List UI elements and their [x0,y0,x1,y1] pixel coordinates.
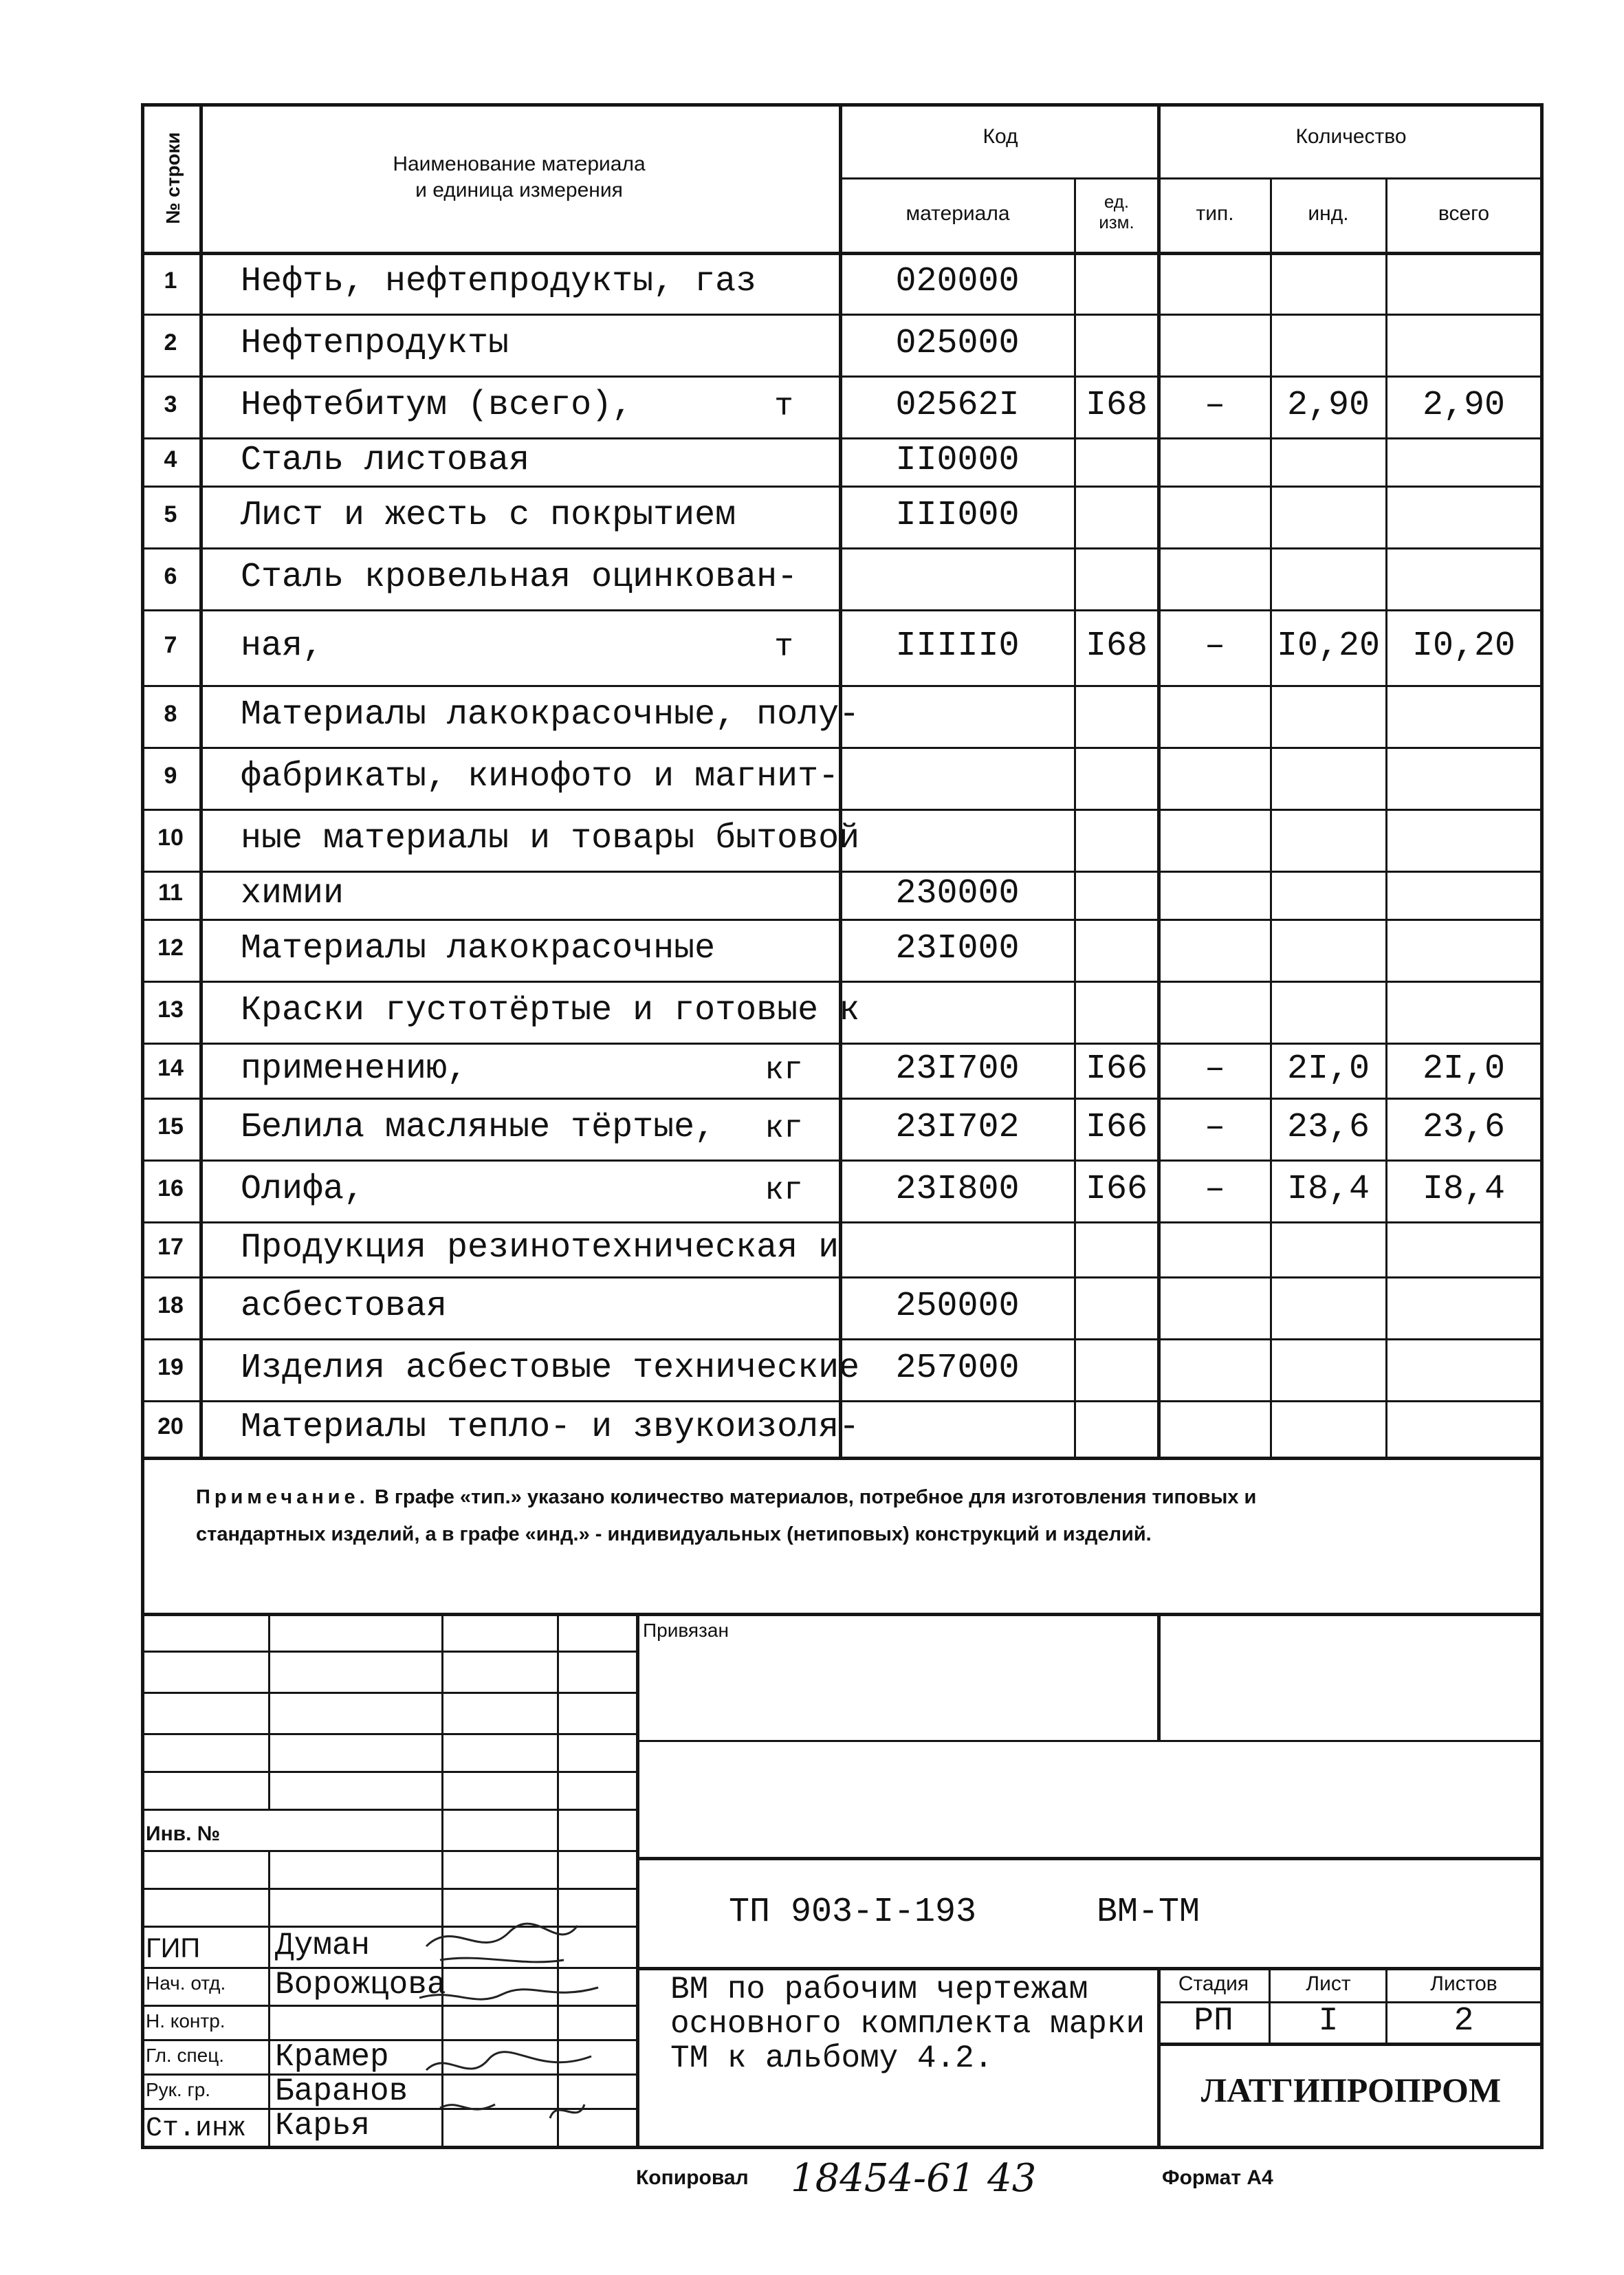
copied-number: 18454-61 43 [791,2156,1037,2201]
row-qty-ind: 23,6 [1286,1108,1370,1147]
row-number: 11 [158,880,183,906]
row-separator [141,547,1544,549]
row-separator [141,919,1544,921]
row-number: 10 [157,825,184,851]
tb-top-border [141,1613,1544,1616]
staff-role: ГИП [146,1933,201,1963]
staff-name: Ворожцова [275,1967,446,2003]
sheet-label: Лист [1306,1972,1351,1995]
tb-v1b [268,1850,270,2146]
row-name: Сталь листовая [241,441,530,480]
tb-v1 [268,1613,270,1809]
tb-h5 [141,1809,636,1811]
row-qty-typ: – [1204,386,1225,425]
inv-no-label: Инв. № [146,1822,221,1845]
tb-h3 [141,1733,636,1735]
row-name: Нефтебитум (всего), [241,386,633,425]
row-code-material: 257000 [895,1349,1020,1388]
row-code-material: 02562I [895,386,1020,425]
row-number: 9 [164,763,177,789]
header-bottom-border [141,252,1544,255]
row-separator [141,1338,1544,1340]
tb-h-right3 [636,1967,1544,1970]
row-separator [141,1221,1544,1223]
tb-h-right1 [636,1740,1544,1742]
row-separator [141,1276,1544,1278]
header-subdivider [839,177,1544,179]
col-sep-ind [1385,177,1387,1458]
col-sep-typ [1270,177,1272,1458]
row-name: Лист и жесть с покрытием [241,496,736,535]
header-code-unit: ед. изм. [1099,191,1134,232]
row-separator [141,1098,1544,1100]
tb-h4 [141,1771,636,1773]
tb-v5 [1157,1613,1161,1740]
row-name: ная, [241,627,324,666]
tb-stage-left [1157,1967,1161,2146]
tb-h6 [141,1850,636,1852]
row-name: химии [241,874,344,913]
staff-role: Ст.инж [146,2113,245,2144]
row-qty-total: 2I,0 [1422,1049,1506,1089]
row-name: Белила масляные тёртые, [241,1108,716,1147]
row-name: применению, [241,1049,468,1089]
row-number: 8 [164,701,177,727]
row-separator [141,809,1544,811]
row-number: 3 [164,391,177,417]
row-name: Нефтепродукты [241,324,509,363]
row-code-material: 23I702 [895,1108,1020,1147]
note-label: Примечание. [196,1486,369,1508]
row-code-material: 020000 [895,262,1020,301]
col-sep-unit [1157,103,1161,1458]
row-unit: кг [765,1052,803,1088]
header-code: Код [983,125,1018,148]
sheet-value: I [1318,2003,1339,2040]
row-name: Нефть, нефтепродукты, газ [241,262,757,301]
doc-code: ТП 903-I-193 [729,1893,977,1932]
row-separator [141,871,1544,873]
staff-role: Н. контр. [146,2010,226,2032]
row-code-material: III000 [895,496,1020,535]
table-top-border [141,103,1544,107]
row-number: 13 [157,997,184,1023]
row-separator [141,314,1544,316]
row-name: ные материалы и товары бытовой [241,819,860,858]
row-number: 2 [164,329,177,356]
row-separator [141,1160,1544,1162]
row-code-unit: I66 [1085,1049,1148,1089]
col-sep-name [839,103,842,1458]
row-qty-typ: – [1204,1049,1225,1089]
row-number: 1 [164,268,177,294]
header-name: Наименование материала и единица измерения [393,153,646,202]
tb-h2 [141,1692,636,1694]
stage-label: Стадия [1178,1972,1249,1995]
row-code-material: 23I700 [895,1049,1020,1089]
row-qty-ind: I0,20 [1276,627,1381,666]
row-number: 16 [157,1175,184,1201]
row-separator [141,685,1544,687]
row-code-material: IIIII0 [895,627,1020,666]
tb-h-right2 [636,1857,1544,1860]
row-number: 5 [164,501,177,527]
row-unit: кг [765,1111,803,1146]
row-number: 6 [164,563,177,589]
row-number: 7 [164,632,177,658]
staff-name: Крамер [275,2039,389,2075]
row-number: 14 [157,1055,184,1081]
staff-name: Думан [275,1928,371,1963]
row-qty-total: 23,6 [1422,1108,1506,1147]
tb-bottom-border [141,2146,1544,2149]
row-number: 20 [157,1413,184,1439]
row-number: 15 [157,1113,184,1140]
stage-value: РП [1194,2003,1233,2040]
row-code-material: 23I800 [895,1170,1020,1209]
sheets-value: 2 [1453,2003,1474,2040]
format-label: Формат А4 [1162,2166,1273,2189]
privyazan-label: Привязан [643,1620,729,1641]
row-code-unit: I66 [1085,1170,1148,1209]
row-code-unit: I68 [1085,386,1148,425]
tb-stage-h2 [1157,2043,1544,2046]
row-qty-typ: – [1204,627,1225,666]
row-name: Материалы лакокрасочные [241,929,716,968]
row-number: 19 [157,1354,184,1380]
row-separator [141,486,1544,488]
staff-name: Карья [275,2108,371,2144]
note-text: В графе «тип.» указано количество материалов, потребное для изготовления типовых и стандартных изделий, а в графе «инд.» - индивидуальных (нетиповых) конструкций и изделий. [196,1486,1257,1545]
header-row-no: № строки [162,132,184,224]
row-code-material: 250000 [895,1287,1020,1326]
row-code-material: 23I000 [895,929,1020,968]
row-number: 12 [157,935,184,961]
table-bottom-border [141,1457,1544,1460]
organization-name: ЛАТГИПРОПРОМ [1200,2071,1502,2109]
col-sep-rowno [199,103,203,1458]
header-code-material: материала [906,202,1010,225]
row-unit: т [774,629,793,665]
row-qty-ind: 2I,0 [1286,1049,1370,1089]
copied-label: Копировал [636,2166,749,2189]
row-unit: т [774,389,793,424]
staff-name: Баранов [275,2073,408,2109]
tb-stage-v2 [1385,1967,1387,2043]
row-separator [141,437,1544,439]
row-separator [141,375,1544,378]
row-name: Олифа, [241,1170,365,1209]
header-row-no-cell [146,110,197,248]
tb-h1 [141,1651,636,1653]
row-qty-ind: 2,90 [1286,386,1370,425]
doc-mark: ВМ-ТМ [1097,1893,1200,1932]
frame-right-border [1540,103,1544,2146]
row-code-unit: I66 [1085,1108,1148,1147]
row-number: 18 [157,1292,184,1318]
tb-h7 [141,1888,636,1890]
row-qty-typ: – [1204,1170,1225,1209]
row-name: Материалы лакокрасочные, полу- [241,695,860,734]
row-separator [141,981,1544,983]
row-separator [141,1400,1544,1402]
row-qty-total: 2,90 [1422,386,1506,425]
tb-stage-v1 [1269,1967,1271,2043]
row-separator [141,609,1544,611]
sheets-label: Листов [1430,1972,1497,1995]
row-name: Краски густотёртые и готовые к [241,991,860,1030]
header-quantity: Количество [1295,125,1407,148]
col-sep-code [1074,177,1076,1458]
doc-description: ВМ по рабочим чертежам основного комплекта марки ТМ к альбому 4.2. [670,1972,1145,2076]
row-name: фабрикаты, кинофото и магнит- [241,757,840,796]
header-qty-ind: инд. [1308,202,1349,225]
row-name: Продукция резинотехническая и [241,1228,840,1267]
row-number: 4 [164,446,177,472]
row-unit: кг [765,1173,803,1208]
row-code-material: 025000 [895,324,1020,363]
row-separator [141,1043,1544,1045]
staff-role: Гл. спец. [146,2045,225,2066]
row-qty-total: I0,20 [1412,627,1516,666]
row-qty-total: I8,4 [1422,1170,1506,1209]
header-qty-typ: тип. [1196,202,1234,225]
tb-v4 [636,1613,639,2146]
staff-role: Нач. отд. [146,1972,226,1994]
row-number: 17 [157,1234,184,1260]
row-code-unit: I68 [1085,627,1148,666]
row-name: Сталь кровельная оцинкован- [241,558,798,597]
staff-role: Рук. гр. [146,2079,211,2100]
row-name: Материалы тепло- и звукоизоля- [241,1408,860,1447]
header-qty-total: всего [1438,202,1490,225]
row-name: Изделия асбестовые технические [241,1349,860,1388]
row-qty-ind: I8,4 [1286,1170,1370,1209]
signatures-image [399,1912,626,2139]
row-name: асбестовая [241,1287,448,1326]
row-code-material: 230000 [895,874,1020,913]
row-separator [141,747,1544,749]
note [196,1479,1269,1553]
row-qty-typ: – [1204,1108,1225,1147]
row-code-material: II0000 [895,441,1020,480]
